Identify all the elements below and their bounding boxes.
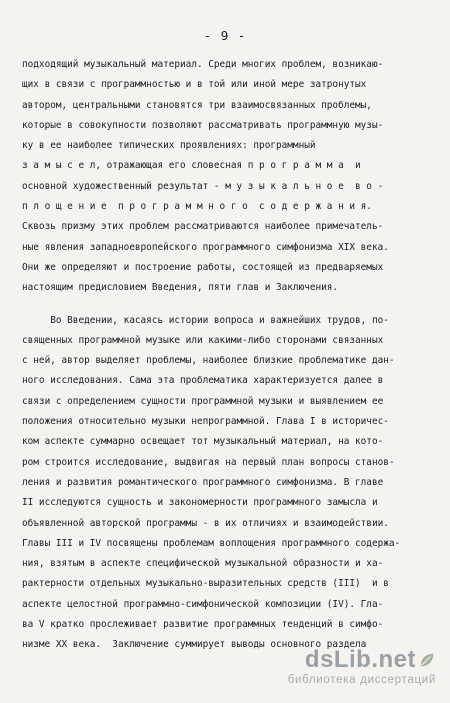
text-line: з а м ы с е л, отражающая его словесная п р о г р а м м а и	[22, 160, 361, 172]
text-line: связи с определением сущности программной музыки и выявлением ее	[22, 395, 384, 407]
text-line: автором, центральными становятся три взаимосвязанных проблемы,	[22, 99, 372, 111]
text-line: ком аспекте суммарно освещает тот музыкальный материал, на кото-	[22, 436, 384, 448]
text-line: Главы III и IV посвящены проблемам воплощения программного содержа-	[22, 537, 401, 549]
text-line: ку в ее наиболее типических проявлениях: программный	[22, 140, 316, 152]
text-line: ного исследования. Сама эта проблематика характеризуется далее в	[22, 375, 384, 387]
text-line: ния, взятым в аспекте специфической музыкальной образности и ха-	[22, 558, 384, 570]
page-number: - 9 -	[203, 28, 247, 43]
text-line: положения относительно музыки непрограммной. Глава I в историчес-	[22, 416, 389, 428]
paragraph-gap	[22, 299, 432, 311]
text-line: объявленной авторской программы - в их отличиях и взаимодействии.	[22, 517, 389, 529]
text-line: основной художественный результат - м у з ы к а л ь н о е в о -	[22, 180, 384, 192]
text-line: рактерности отдельных музыкально-выразительных средств (III) и в	[22, 578, 389, 590]
paragraph-1	[22, 55, 432, 299]
text-line: Во Введении, касаясь истории вопроса и важнейших трудов, по-	[22, 314, 389, 326]
text-line: аспекте целостной программно-симфонической композиции (IV). Гла-	[22, 598, 384, 610]
document-body	[22, 55, 432, 656]
text-line: низме XX века. Заключение суммирует выводы основного раздела	[22, 639, 367, 651]
leaf-icon	[418, 651, 436, 669]
watermark-logo	[288, 647, 436, 673]
text-line: п л о щ е н и е п р о г р а м м н о г о с о д е р ж а н и я.	[22, 201, 372, 213]
watermark-subtitle: библиотека диссертаций	[287, 674, 436, 686]
text-line: подходящий музыкальный материал. Среди многих проблем, возникаю-	[22, 59, 384, 70]
text-line: настоящим предисловием Введения, пяти глав и Заключения.	[22, 282, 339, 294]
watermark	[288, 647, 436, 687]
text-line: II исследуются сущность и закономерности программного замысла и	[22, 497, 378, 509]
text-line: священных программной музыке или какими-либо сторонами связанных	[22, 334, 384, 346]
text-line: ром строится исследование, выдвигая на первый план вопросы станов-	[22, 456, 395, 468]
paragraph-2	[22, 311, 432, 656]
text-line: Сквозь призму этих проблем рассматриваются наиболее примечатель-	[22, 221, 384, 233]
text-line: с ней, автор выделяет проблемы, наиболее близкие проблематике дан-	[22, 355, 395, 367]
watermark-logo-text: dsLib.net	[304, 646, 416, 673]
text-line: которые в совокупности позволяют рассматривать программную музы-	[22, 119, 384, 131]
text-line: щих в связи с программностью и в той или иной мере затронутых	[22, 79, 367, 91]
text-line: ные явления западноевропейского программного симфонизма XIX века.	[22, 241, 389, 253]
text-line: Они же определяют и построение работы, состоящей из предваряемых	[22, 261, 384, 273]
text-line: ва V кратко прослеживает развитие программных тенденций в симфо-	[22, 619, 384, 631]
text-line: ления и развития романтического программного симфонизма. В главе	[22, 476, 384, 488]
